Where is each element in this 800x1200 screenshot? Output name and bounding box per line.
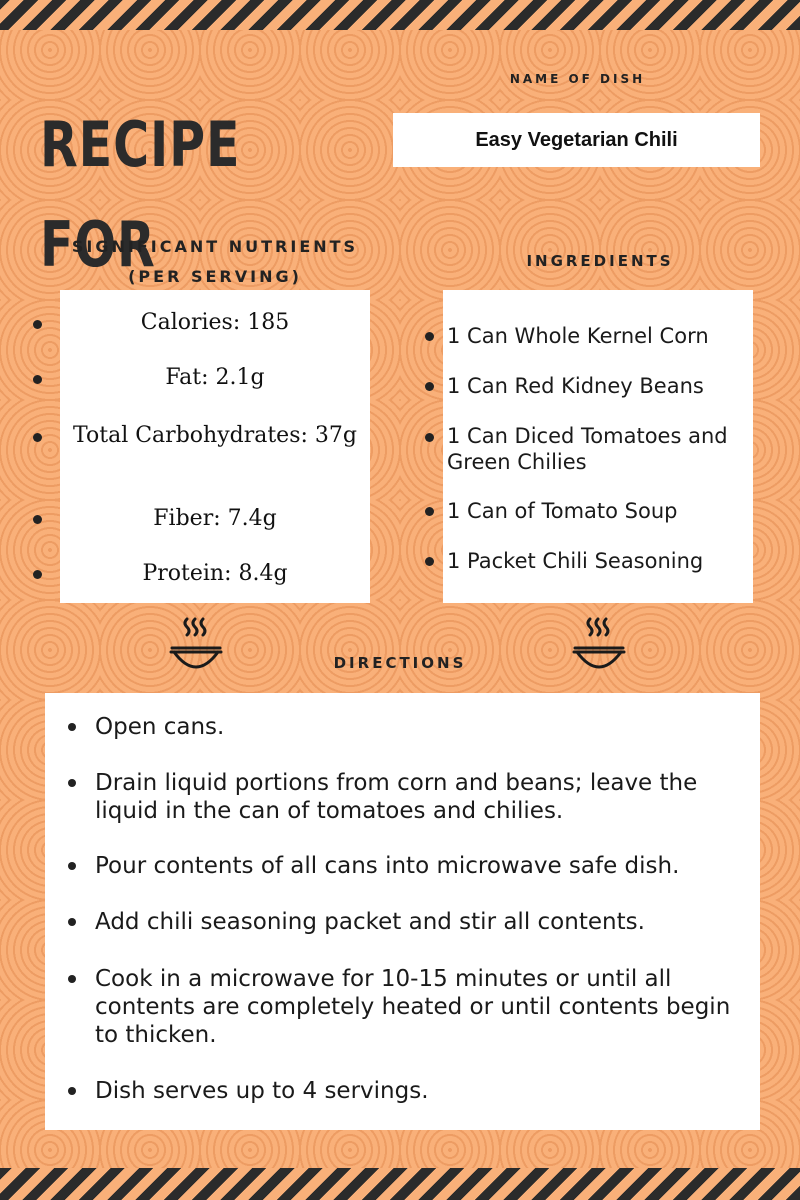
bullet-icon	[425, 433, 434, 442]
direction-step: Cook in a microwave for 10-15 minutes or until all contents are completely heated or until contents begin to thicken.	[95, 966, 731, 1048]
bullet-icon	[425, 557, 434, 566]
nutrient-item: Protein: 8.4g	[142, 561, 288, 586]
bullet-icon	[33, 320, 42, 329]
top-stripe-border	[0, 0, 800, 30]
ingredient-item: 1 Packet Chili Seasoning	[447, 549, 704, 573]
ingredient-item: 1 Can Red Kidney Beans	[447, 374, 704, 398]
bullet-icon	[425, 332, 434, 341]
nutrients-heading-line1: SIGNIFICANT NUTRIENTS	[71, 237, 359, 256]
direction-step: Dish serves up to 4 servings.	[95, 1078, 429, 1104]
bullet-icon	[425, 382, 434, 391]
ingredient-item: 1 Can Whole Kernel Corn	[447, 324, 709, 348]
bullet-icon	[33, 433, 42, 442]
ingredient-item: 1 Can Diced Tomatoes and Green Chilies	[447, 424, 728, 474]
direction-step: Add chili seasoning packet and stir all contents.	[95, 909, 645, 935]
bullet-icon	[425, 507, 434, 516]
bullet-icon	[68, 723, 76, 731]
ingredients-heading: INGREDIENTS	[526, 252, 674, 270]
bullet-icon	[68, 862, 76, 870]
direction-step: Drain liquid portions from corn and beans; leave the liquid in the can of tomatoes and chilies.	[95, 770, 698, 824]
bowl-icon	[569, 615, 629, 677]
bottom-stripe-border	[0, 1168, 800, 1200]
nutrient-item: Fat: 2.1g	[165, 365, 265, 390]
bowl-icon	[166, 615, 226, 677]
nutrient-item: Calories: 185	[140, 310, 290, 335]
nutrients-heading-line2: (PER SERVING)	[128, 267, 302, 286]
direction-step: Pour contents of all cans into microwave safe dish.	[95, 853, 680, 879]
dish-name-field	[393, 113, 760, 167]
page-title: RECIPE FOR	[40, 108, 241, 281]
direction-step: Open cans.	[95, 714, 225, 740]
dish-name-label: NAME OF DISH	[509, 72, 646, 86]
nutrient-item: Total Carbohydrates: 37g	[73, 423, 357, 448]
bullet-icon	[68, 975, 76, 983]
bullet-icon	[68, 1087, 76, 1095]
bullet-icon	[68, 779, 76, 787]
nutrient-item: Fiber: 7.4g	[153, 506, 277, 531]
bullet-icon	[33, 570, 42, 579]
ingredient-item: 1 Can of Tomato Soup	[447, 499, 678, 523]
dish-name-value: Easy Vegetarian Chili	[475, 128, 678, 151]
bullet-icon	[33, 515, 42, 524]
bullet-icon	[33, 375, 42, 384]
directions-heading: DIRECTIONS	[333, 654, 467, 672]
nutrients-heading	[55, 232, 375, 292]
bullet-icon	[68, 918, 76, 926]
